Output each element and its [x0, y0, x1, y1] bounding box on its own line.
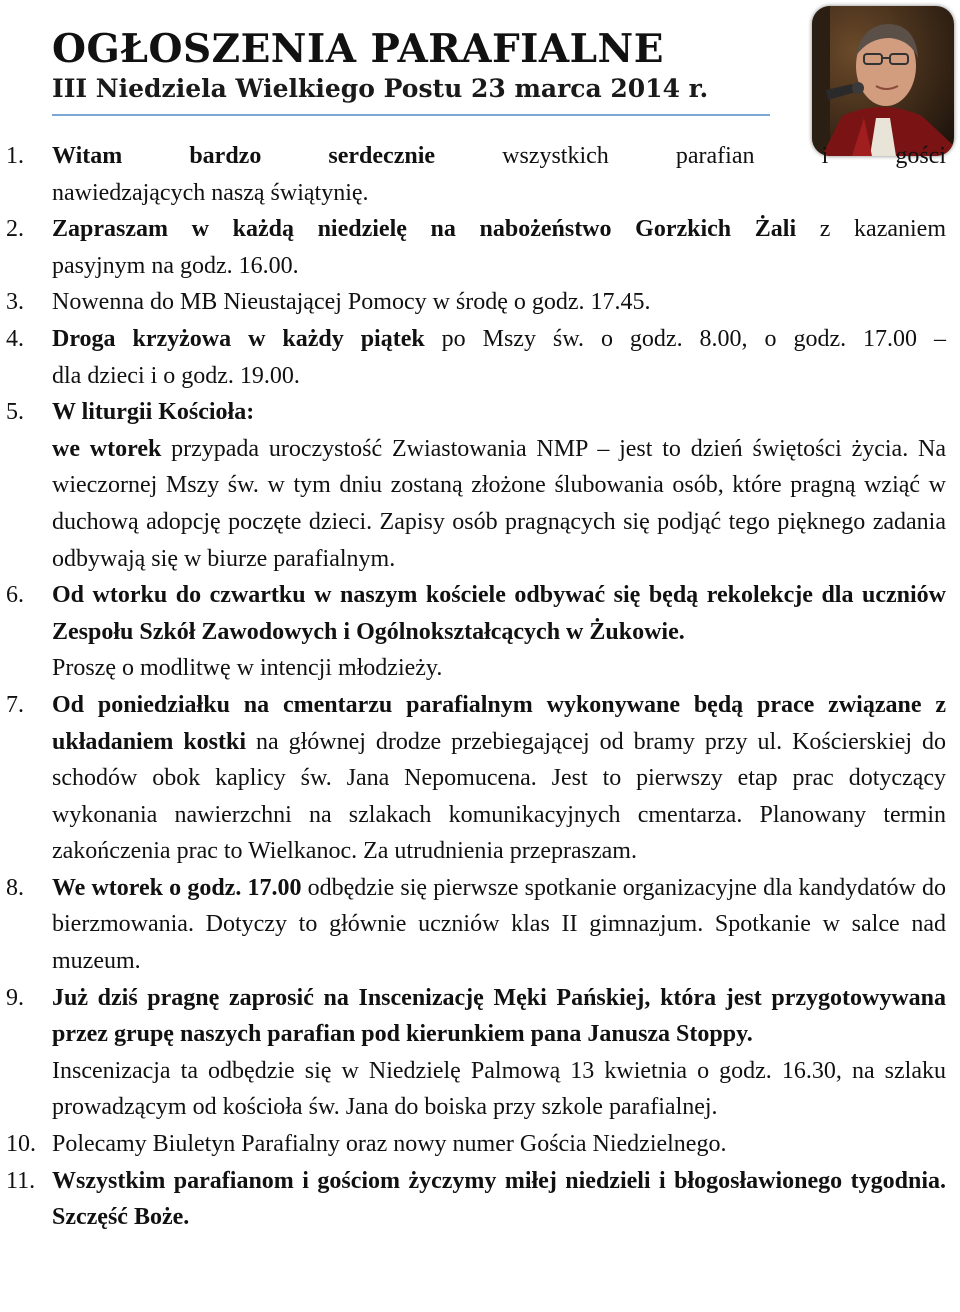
- announcements-list: [6, 138, 946, 1236]
- item-bold-text: Od poniedziałku na cmentarzu parafialnym wykonywane będą prace związane z układaniem kostki: [52, 691, 946, 755]
- item-number: 6.: [6, 582, 24, 609]
- list-item: [6, 394, 946, 577]
- header: [52, 26, 772, 116]
- item-text: pasyjnym na godz. 16.00.: [52, 252, 299, 279]
- item-text: przypada uroczystość Zwiastowania NMP – jest to dzień świętości życia. Na wieczornej Mszy św. w tym dniu zostaną złożone ślubowania osób, które pragną wziąć w duchową adopcję poczęte dzieci. Zapisy osób pragnących się podjąć tego pięknego zadania odbywają się w biurze parafialnym.: [52, 435, 946, 572]
- list-item: [6, 1126, 946, 1163]
- priest-photo: [812, 6, 954, 156]
- item-bold-text: We wtorek o godz. 17.00: [52, 874, 302, 901]
- list-item: [6, 1163, 946, 1236]
- list-item: [6, 284, 946, 321]
- list-item: [6, 687, 946, 870]
- item-text: wszystkich parafian i gości: [435, 143, 946, 169]
- page-subtitle: III Niedziela Wielkiego Postu 23 marca 2014 r.: [52, 72, 770, 116]
- item-text: nawiedzających naszą świątynię.: [52, 179, 369, 206]
- item-text: Nowenna do MB Nieustającej Pomocy w środę o godz. 17.45.: [52, 289, 651, 316]
- item-text: Inscenizacja ta odbędzie się w Niedzielę Palmową 13 kwietnia o godz. 16.30, na szlaku prowadzącym od kościoła św. Jana do boiska przy szkole parafialnej.: [52, 1057, 946, 1121]
- item-number: 2.: [6, 216, 24, 243]
- item-text: dla dzieci i o godz. 19.00.: [52, 362, 300, 389]
- item-text: na głównej drodze przebiegającej od bramy przy ul. Kościerskiej do schodów obok kaplicy św. Jana Nepomucena. Jest to pierwszy etap prac dotyczący wykonania nawierzchni na szlakach komunikacyjnych cmentarza. Planowany termin zakończenia prac to Wielkanoc. Za utrudnienia przepraszam.: [52, 728, 946, 865]
- list-item: [6, 321, 946, 394]
- page-title: OGŁOSZENIA PARAFIALNE: [52, 26, 664, 72]
- item-number: 11.: [6, 1167, 36, 1194]
- priest-portrait-image: [812, 6, 954, 156]
- item-number: 10.: [6, 1131, 36, 1158]
- item-bold-text: Witam bardzo serdecznie: [52, 143, 436, 169]
- item-bold-text: Wszystkim parafianom i gościom życzymy miłej niedzieli i błogosławionego tygodnia. Szczęść Boże.: [52, 1167, 946, 1231]
- item-text: Polecamy Biuletyn Parafialny oraz nowy numer Gościa Niedzielnego.: [52, 1131, 727, 1158]
- item-bold-text: Droga krzyżowa w każdy piątek: [52, 325, 425, 352]
- item-number: 7.: [6, 691, 24, 718]
- list-item: [6, 577, 946, 687]
- item-text: po Mszy św. o godz. 8.00, o godz. 17.00 –: [424, 325, 947, 352]
- item-number: 1.: [6, 143, 24, 169]
- item-number: 8.: [6, 874, 24, 901]
- item-bold-text: Już dziś pragnę zaprosić na Inscenizację Męki Pańskiej, która jest przygotowywana przez grupę naszych parafian pod kierunkiem pana Janusza Stoppy.: [52, 984, 946, 1048]
- item-number: 3.: [6, 289, 24, 316]
- item-number: 5.: [6, 399, 24, 426]
- item-bold-text: Zapraszam w każdą niedzielę na nabożeństwo Gorzkich Żali: [52, 216, 797, 243]
- item-number: 9.: [6, 984, 24, 1011]
- list-item: [6, 138, 946, 211]
- item-heading: W liturgii Kościoła:: [52, 399, 255, 426]
- list-item: [6, 211, 946, 284]
- item-text: odbędzie się pierwsze spotkanie organizacyjne dla kandydatów do bierzmowania. Dotyczy to głównie uczniów klas II gimnazjum. Spotkanie w salce nad muzeum.: [52, 874, 946, 975]
- item-text: z kazaniem: [796, 216, 946, 243]
- item-bold-text: Od wtorku do czwartku w naszym kościele odbywać się będą rekolekcje dla uczniów Zespołu Szkół Zawodowych i Ogólnokształcących w Żukowie.: [52, 582, 946, 645]
- item-bold-text: we wtorek: [52, 435, 162, 462]
- item-number: 4.: [6, 325, 24, 352]
- list-item: [6, 870, 946, 980]
- item-text: Proszę o modlitwę w intencji młodzieży.: [52, 655, 443, 682]
- list-item: [6, 980, 946, 1126]
